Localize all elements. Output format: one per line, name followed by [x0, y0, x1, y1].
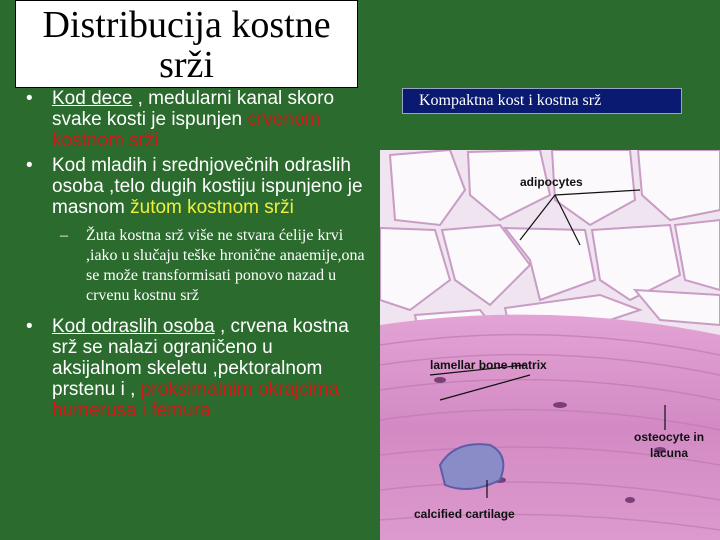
histology-micrograph [380, 150, 720, 540]
sub-bullet-text: Žuta kostna srž više ne stvara ćelije krvi ,iako u slučaju teške hronične anaemije,ona se može transformisati ponovo nazad u crvenu kostnu srž [86, 227, 365, 304]
label-adipocytes: adipocytes [520, 175, 583, 189]
slide-body [20, 88, 365, 425]
label-osteocyte-line1: osteocyte in [634, 430, 705, 444]
sub-bullet-yellow-marrow [20, 226, 365, 306]
bullet-adults [20, 316, 365, 421]
sub-bullet-marker: – [60, 227, 68, 244]
bullet-children-text: , medularni kanal skoro svake kosti je ispunjen [52, 88, 335, 130]
bullet-adults-text: , crvena kostna srž se nalazi ograničeno u aksijalnom skeletu ,pektoralnom prstenu i , [52, 316, 349, 400]
micrograph-image [380, 150, 720, 540]
label-calcified-cartilage: calcified cartilage [414, 507, 515, 521]
label-osteocyte-line2: lacuna [650, 446, 689, 460]
bullet-marker: • [26, 316, 33, 337]
bullet-adults-red: proksimalnim okrajcima humerusa i femura [52, 379, 340, 421]
title-line-2: srži [159, 44, 214, 86]
title-line-1: Distribucija kostne [42, 4, 331, 46]
label-lamellar-bone-matrix: lamellar bone matrix [430, 358, 547, 372]
slide-title [15, 0, 358, 88]
bullet-marker: • [26, 155, 33, 176]
bullet-children [20, 88, 365, 151]
bullet-marker: • [26, 88, 33, 109]
bullet-adults-young-text: Kod mladih i srednjovečnih odraslih osoba ,telo dugih kostiju ispunjeno je masnom [52, 155, 363, 218]
bullet-adults-young [20, 155, 365, 218]
bullet-adults-lead: Kod odraslih osoba [52, 316, 215, 337]
bullet-children-red: crvenom kostnom srži [52, 109, 321, 151]
figure-caption: Kompaktna kost i kostna srž [402, 88, 682, 114]
bullet-adults-young-yellow: žutom kostnom srži [130, 197, 294, 218]
bullet-children-lead: Kod dece [52, 88, 133, 109]
